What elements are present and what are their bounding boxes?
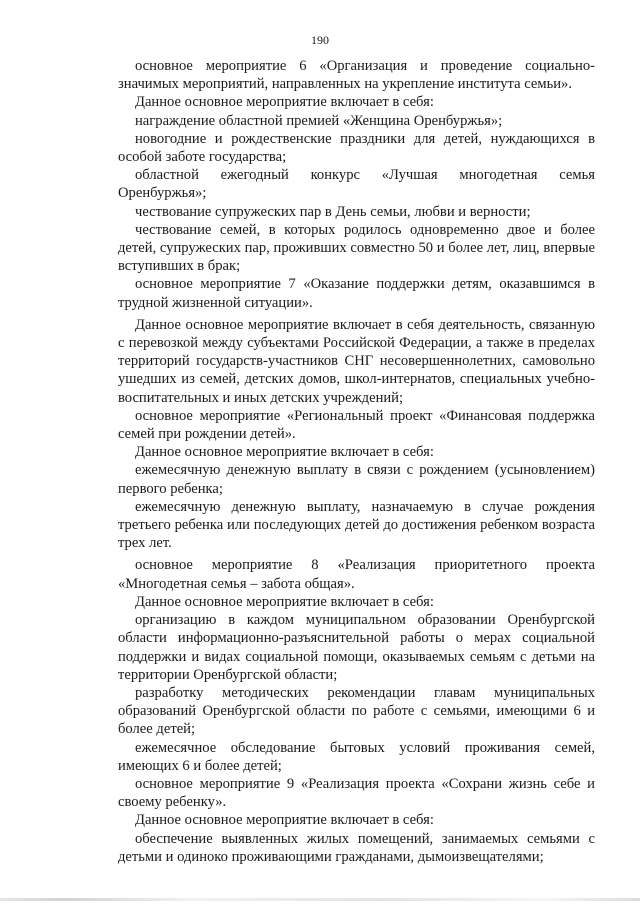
paragraph: Данное основное мероприятие включает в себя: — [135, 444, 434, 461]
paragraph: основное мероприятие «Региональный проект «Финансовая поддержка семей при рождении детей». — [118, 407, 595, 443]
paragraph: областной ежегодный конкурс «Лучшая многодетная семья Оренбуржья»; — [118, 167, 595, 202]
paragraph: чествование семей, в которых родилось одновременно двое и более детей, супружеских пар, проживших совместно 50 и более лет, лиц, впервые вступивших в брак; — [118, 221, 595, 275]
page-number: 190 — [311, 33, 329, 47]
paragraph: обеспечение выявленных жилых помещений, занимаемых семьями с детьми и одиноко проживающими гражданами, дымоизвещателями; — [118, 830, 595, 865]
paragraph: ежемесячную денежную выплату, назначаемую в случае рождения третьего ребенка или последующих детей до достижения ребенком возраста трех лет. — [118, 498, 595, 552]
paragraph: основное мероприятие 8 «Реализация приоритетного проекта «Многодетная семья – забота общая». — [118, 557, 595, 592]
paragraph: Данное основное мероприятие включает в себя: — [135, 94, 434, 111]
paragraph: ежемесячное обследование бытовых условий проживания семей, имеющих 6 и более детей; — [118, 739, 595, 774]
paragraph: новогодние и рождественские праздники для детей, нуждающихся в особой заботе государства; — [118, 130, 595, 166]
paragraph: Данное основное мероприятие включает в себя деятельность, связанную с перевозкой между субъектами Российской Федерации, а также в пределах территорий государств-участников СНГ несовершеннолетних, самовольно ушедших из семей, детских домов, школ-интернатов, специальных учебно-воспитательных и иных детских учреждений; — [118, 316, 595, 406]
paragraph: Данное основное мероприятие включает в себя: — [135, 812, 434, 829]
paragraph: награждение областной премией «Женщина Оренбуржья»; — [135, 112, 503, 129]
paragraph: основное мероприятие 9 «Реализация проекта «Сохрани жизнь себе и своему ребенку». — [118, 775, 595, 811]
paragraph: чествование супружеских пар в День семьи, любви и верности; — [135, 203, 531, 220]
paragraph: Данное основное мероприятие включает в себя: — [135, 593, 434, 610]
paragraph: основное мероприятие 7 «Оказание поддержки детям, оказавшимся в трудной жизненной ситуации». — [118, 276, 595, 311]
paragraph: организацию в каждом муниципальном образовании Оренбургской области информационно-разъяснительной работы о мерах социальной поддержки и видах социальной помощи, оказываемых семьям с детьми на территории Оренбургской области; — [118, 612, 595, 683]
paragraph: разработку методических рекомендации главам муниципальных образований Оренбургской области по работе с семьями, имеющими 6 и более детей; — [118, 684, 595, 738]
scan-footer-strip — [0, 898, 640, 901]
paragraph: ежемесячную денежную выплату в связи с рождением (усыновлением) первого ребенка; — [118, 462, 595, 497]
document-body — [118, 57, 595, 866]
paragraph: основное мероприятие 6 «Организация и проведение социально-значимых мероприятий, направленных на укрепление института семьи». — [118, 58, 595, 93]
